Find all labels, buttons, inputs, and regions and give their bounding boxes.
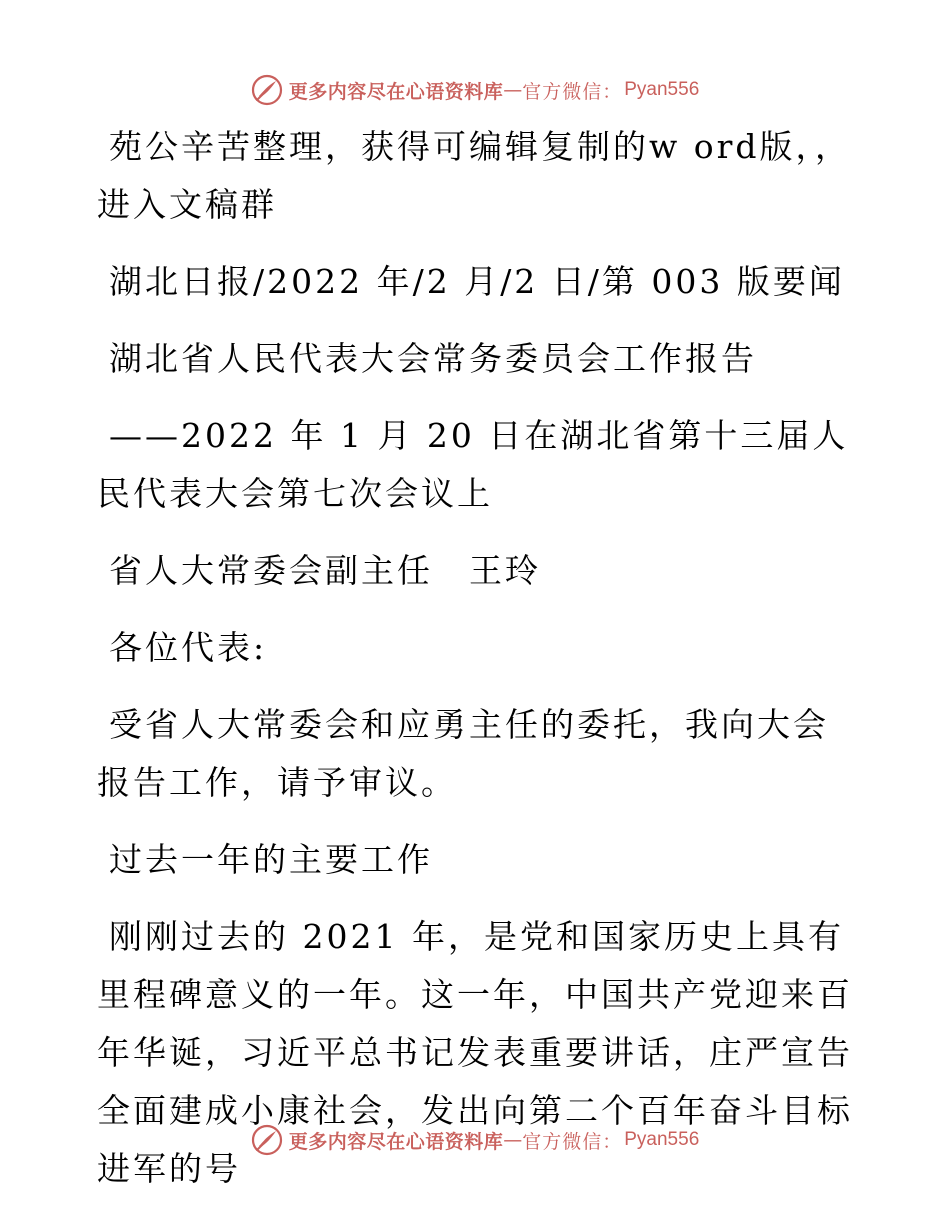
watermark-wechat-id: Pyan556 [624,1129,700,1150]
paragraph-section-heading: 过去一年的主要工作 [109,840,433,879]
paragraph-body-text: 刚刚过去的 2021 年，是党和国家历史上具有里程碑意义的一年。这一年，中国共产党迎来百年华诞，习近平总书记发表重要讲话，庄严宣告全面建成小康社会，发出向第二个百年奋斗目标进军的号 [97,917,853,1188]
watermark-wechat-label: 官方微信： [522,80,623,103]
watermark-text: 更多内容尽在心语资料库 [288,1130,504,1153]
quill-pen-logo-icon [251,1124,283,1156]
paragraph-salutation: 各位代表: [109,628,268,667]
paragraph-source-line: 湖北日报/2022 年/2 月/2 日/第 003 版要闻 [109,262,845,301]
paragraph-report-title: 湖北省人民代表大会常务委员会工作报告 [109,339,757,378]
paragraph-author-line: 省人大常委会副主任 王玲 [109,551,541,590]
watermark-separator: — [503,79,523,101]
paragraph-report-subtitle: ——2022 年 1 月 20 日在湖北省第十三届人民代表大会第七次会议上 [97,416,849,513]
header-watermark [0,70,950,110]
watermark-text: 更多内容尽在心语资料库 [288,80,504,103]
paragraph-intro-note: 苑公辛苦整理，获得可编辑复制的w ord版，，进入文稿群 [97,127,852,224]
watermark-separator: — [503,1129,523,1151]
watermark-wechat-id: Pyan556 [624,79,700,100]
quill-pen-logo-icon [251,74,283,106]
document-body [97,118,857,1217]
paragraph-opening: 受省人大常委会和应勇主任的委托，我向大会报告工作，请予审议。 [97,705,829,802]
watermark-wechat-label: 官方微信： [522,1130,623,1153]
footer-watermark [0,1120,950,1160]
